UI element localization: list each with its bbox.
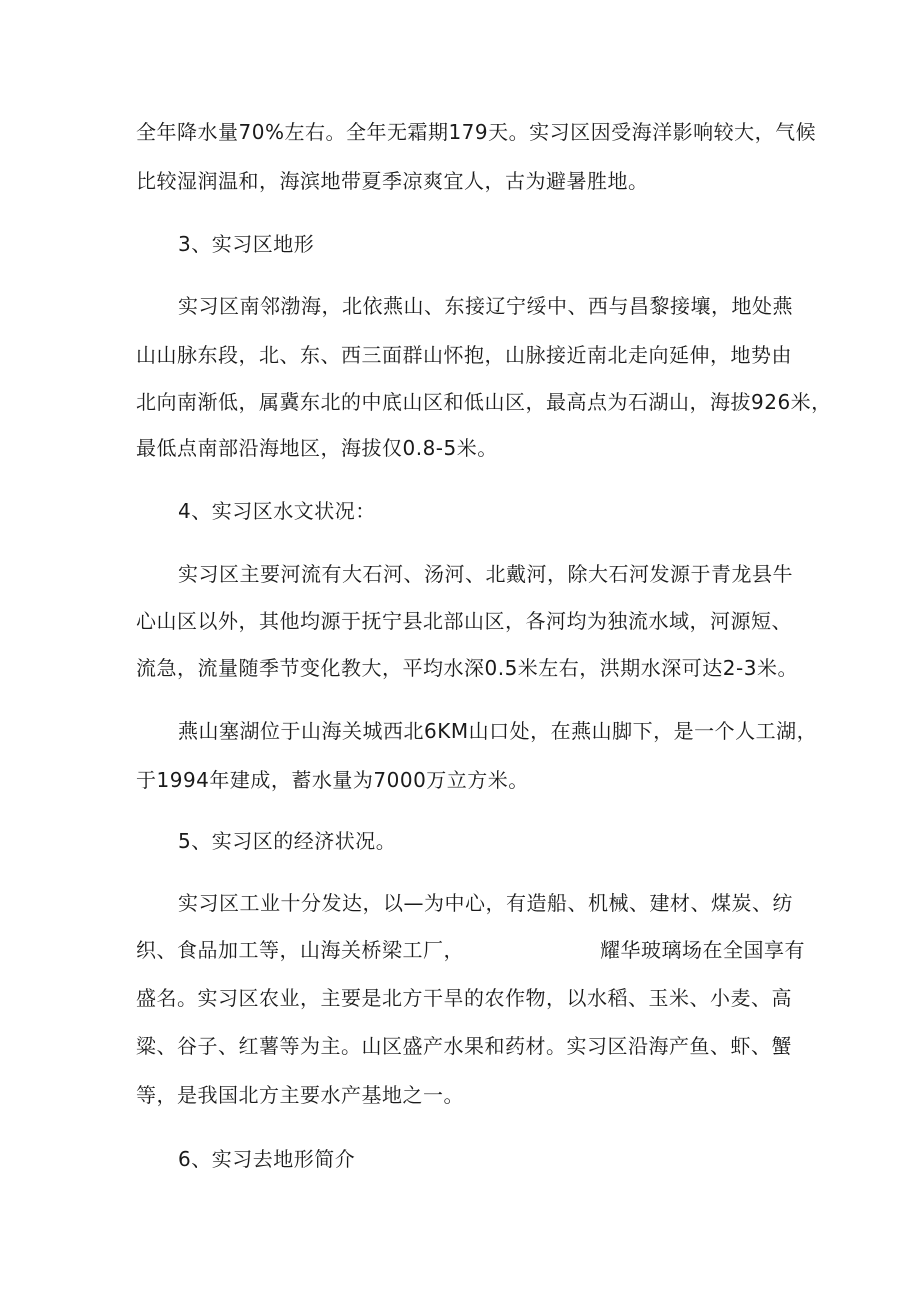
terrain-line-2: 山山脉东段，北、东、西三面群山怀抱，山脉接近南北走向延伸，地势由 bbox=[136, 343, 792, 367]
terrain-line-3: 北向南渐低，属冀东北的中底山区和低山区，最高点为石湖山，海拔926米， bbox=[136, 390, 832, 414]
economy-line-4: 粱、谷子、红薯等为主。山区盛产水果和药材。实习区沿海产鱼、虾、蟹 bbox=[136, 1034, 792, 1058]
climate-line-1: 全年降水量70%左右。全年无霜期179天。实习区因受海洋影响较大，气候 bbox=[136, 120, 817, 144]
terrain-line-1: 实习区南邻渤海，北依燕山、东接辽宁绥中、西与昌黎接壤，地处燕 bbox=[178, 294, 793, 318]
lake-line-1: 燕山塞湖位于山海关城西北6KM山口处，在燕山脚下，是一个人工湖， bbox=[178, 719, 818, 743]
climate-line-2: 比较湿润温和，海滨地带夏季凉爽宜人，古为避暑胜地。 bbox=[136, 169, 649, 193]
heading-terrain-intro: 6、实习去地形简介 bbox=[178, 1147, 356, 1171]
economy-line-2-part-b: 耀华玻璃场在全国享有 bbox=[600, 938, 805, 962]
economy-line-2 bbox=[136, 938, 805, 962]
terrain-line-4: 最低点南部沿海地区，海拔仅0.8-5米。 bbox=[136, 436, 498, 460]
economy-line-1: 实习区工业十分发达，以—为中心，有造船、机械、建材、煤炭、纺 bbox=[178, 891, 793, 915]
lake-line-2: 于1994年建成，蓄水量为7000万立方米。 bbox=[136, 768, 529, 792]
hydrology-line-2: 心山区以外，其他均源于抚宁县北部山区，各河均为独流水域，河源短、 bbox=[136, 609, 792, 633]
economy-line-3: 盛名。实习区农业，主要是北方干旱的农作物，以水稻、玉米、小麦、高 bbox=[136, 986, 792, 1010]
economy-line-2-part-a: 织、食品加工等，山海关桥梁工厂， bbox=[136, 938, 464, 962]
hydrology-line-3: 流急，流量随季节变化教大，平均水深0.5米左右，洪期水深可达2-3米。 bbox=[136, 656, 798, 680]
heading-hydrology: 4、实习区水文状况： bbox=[178, 499, 376, 523]
heading-economy: 5、实习区的经济状况。 bbox=[178, 829, 397, 853]
heading-terrain: 3、实习区地形 bbox=[178, 232, 315, 256]
hydrology-line-1: 实习区主要河流有大石河、汤河、北戴河，除大石河发源于青龙县牛 bbox=[178, 562, 793, 586]
economy-line-5: 等，是我国北方主要水产基地之一。 bbox=[136, 1083, 464, 1107]
